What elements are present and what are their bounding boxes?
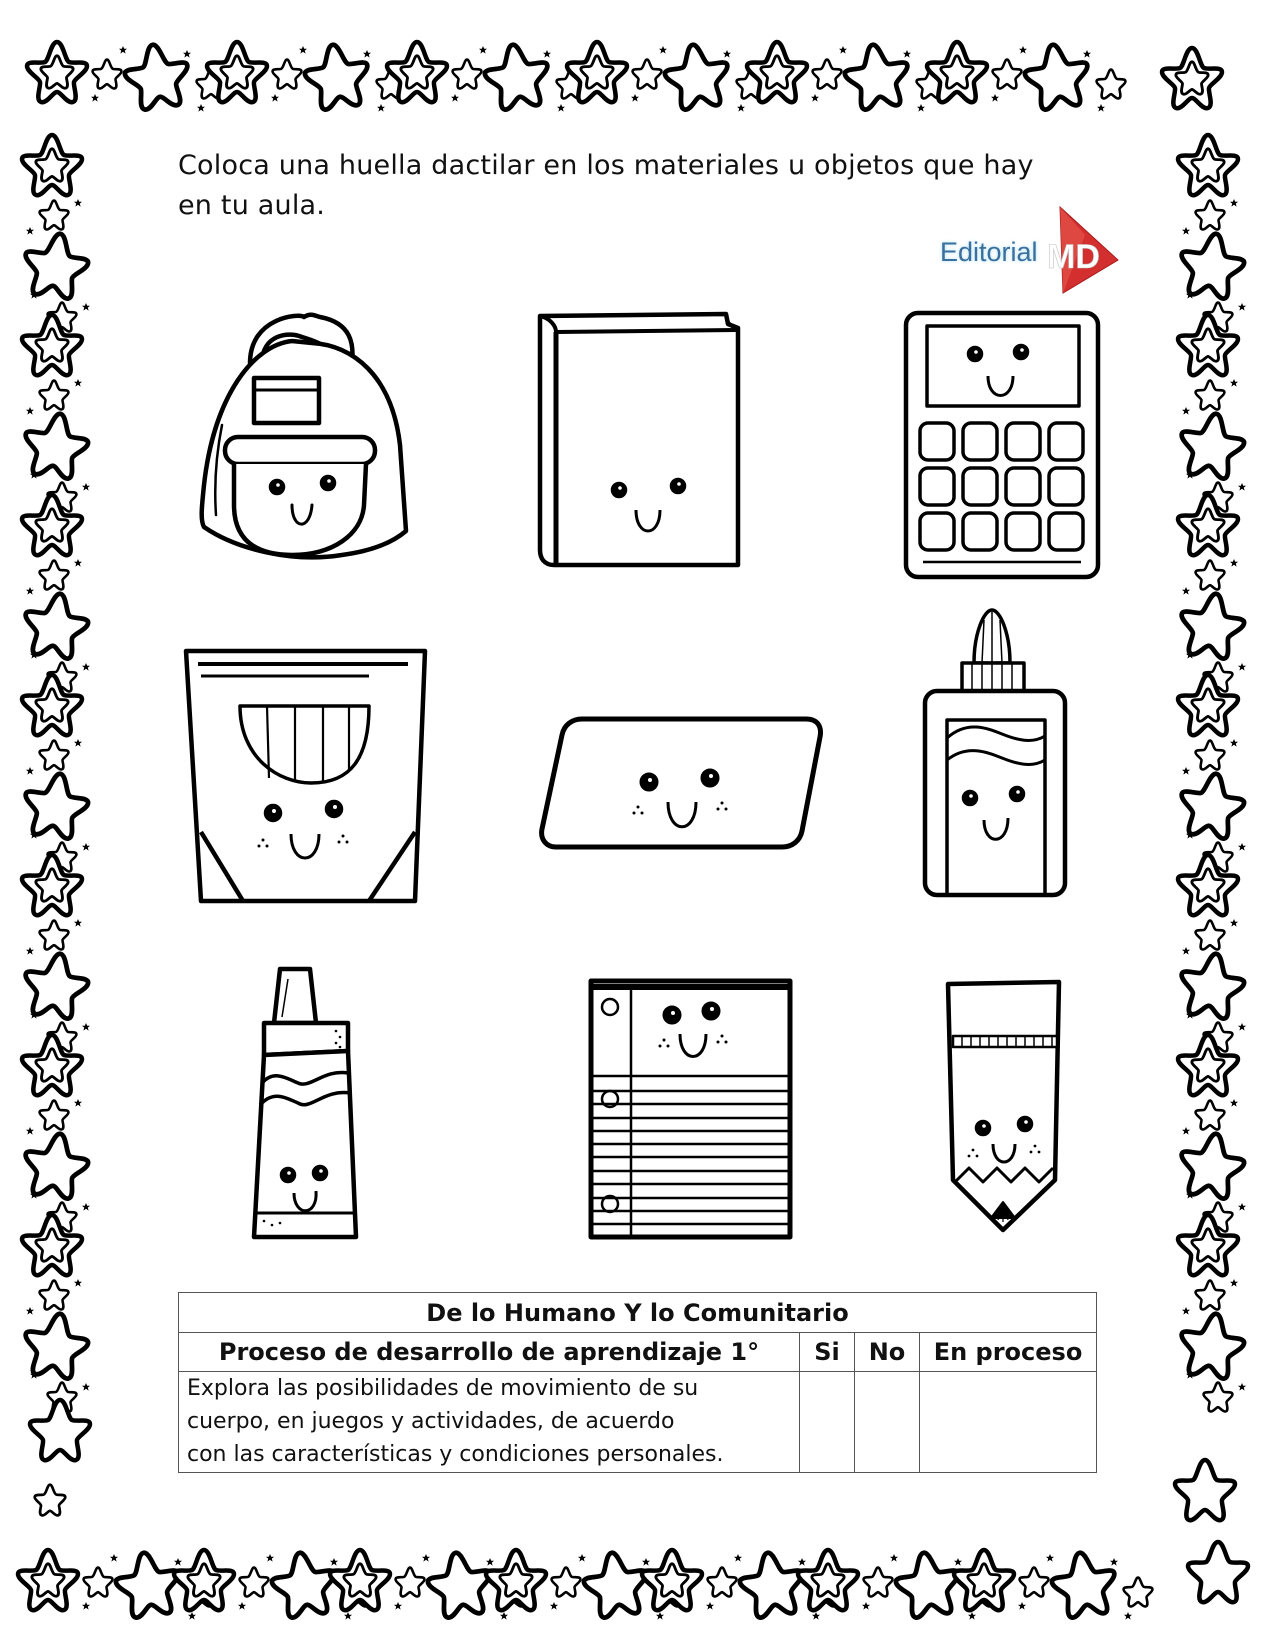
description-line-3: con las características y condiciones personales. xyxy=(187,1442,724,1467)
table-row xyxy=(179,1372,1097,1473)
logo-text: Editorial xyxy=(940,237,1038,267)
header-si: Si xyxy=(800,1333,855,1372)
paint-tube-illustration xyxy=(250,965,360,1240)
pencil-illustration xyxy=(945,980,1063,1232)
header-en-proceso: En proceso xyxy=(920,1333,1097,1372)
backpack-illustration xyxy=(192,305,422,560)
calculator-illustration xyxy=(903,310,1101,580)
logo-mark: MD xyxy=(1047,238,1100,276)
description-line-1: Explora las posibilidades de movimiento de su xyxy=(187,1376,699,1401)
checkbox-en-proceso[interactable] xyxy=(920,1372,1097,1473)
instruction-line-2: en tu aula. xyxy=(178,190,326,221)
notebook-paper-illustration xyxy=(588,978,793,1240)
checkbox-no[interactable] xyxy=(855,1372,920,1473)
table-title: De lo Humano Y lo Comunitario xyxy=(179,1293,1097,1333)
description-line-2: cuerpo, en juegos y actividades, de acuerdo xyxy=(187,1409,675,1434)
book-illustration xyxy=(536,310,746,570)
eraser-illustration xyxy=(538,715,823,850)
glue-bottle-illustration xyxy=(922,608,1067,898)
row-description xyxy=(179,1372,800,1473)
header-process: Proceso de desarrollo de aprendizaje 1° xyxy=(179,1333,800,1372)
crayon-box-illustration xyxy=(183,648,428,903)
header-no: No xyxy=(855,1333,920,1372)
checkbox-si[interactable] xyxy=(800,1372,855,1473)
instruction-line-1: Coloca una huella dactilar en los materiales u objetos que hay xyxy=(178,150,1034,181)
assessment-table xyxy=(178,1292,1097,1473)
editorial-md-logo xyxy=(935,205,1125,295)
